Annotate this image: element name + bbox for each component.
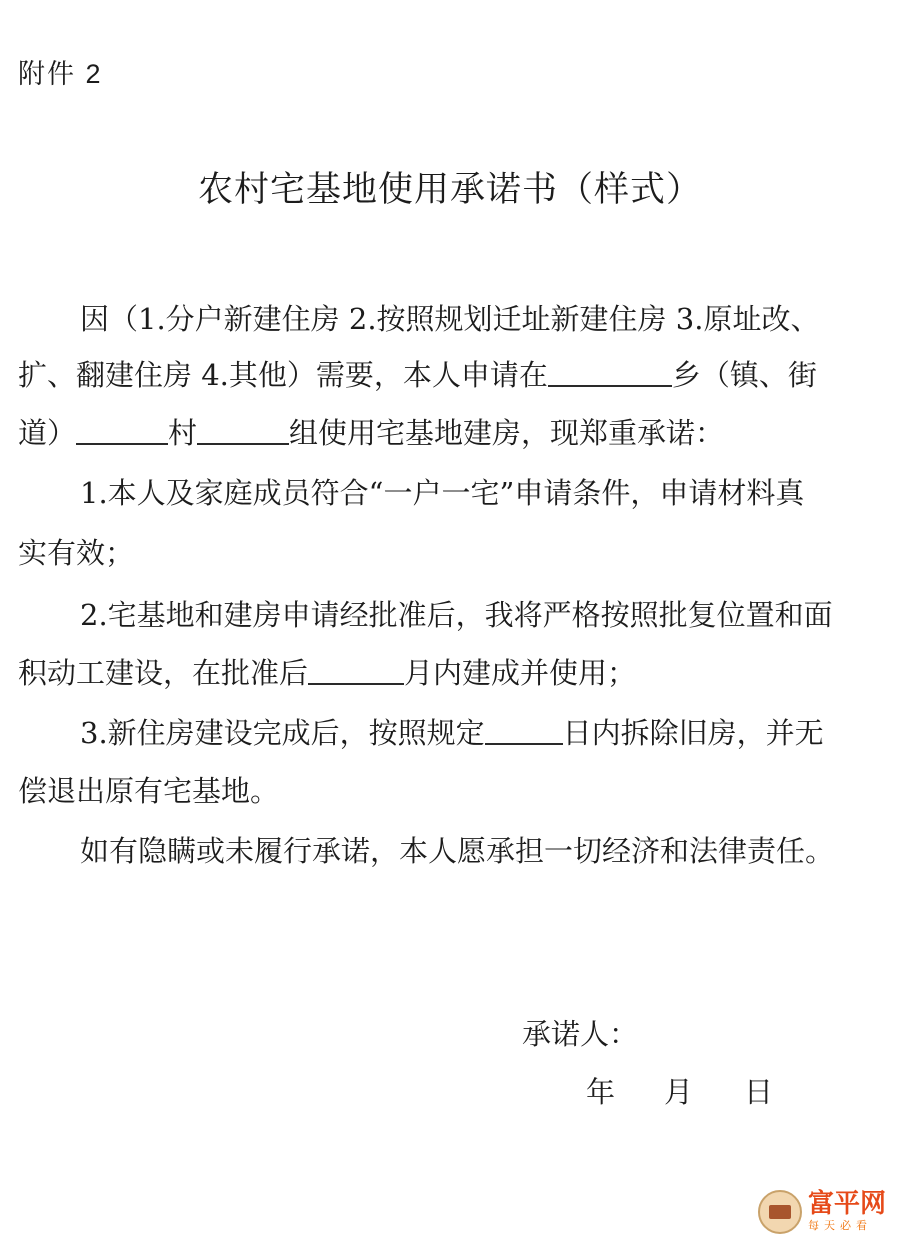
item1-line1: 1.本人及家庭成员符合“一户一宅”申请条件，申请材料真 <box>80 476 805 510</box>
para1-line3-text-a: 道） <box>18 416 77 450</box>
item2-line2 <box>18 656 636 691</box>
document-title: 农村宅基地使用承诺书（样式） <box>197 170 702 210</box>
para1-line2-text-b: 乡（镇、街 <box>671 358 817 392</box>
site-logo-icon <box>758 1190 802 1234</box>
para1-line2 <box>18 358 817 393</box>
item1-line2: 实有效； <box>18 536 135 570</box>
item2-line1: 2.宅基地和建房申请经批准后，我将严格按照批复位置和面 <box>80 598 833 632</box>
para1-line3-text-b: 村 <box>168 416 198 450</box>
annex-label: 附件 2 <box>18 59 103 89</box>
days-blank <box>485 717 563 745</box>
watermark-name: 富平网 <box>808 1189 887 1219</box>
item3-line1-text-a: 3.新住房建设完成后，按照规定 <box>80 716 485 750</box>
promisor-label: 承诺人： <box>522 1017 639 1051</box>
site-watermark <box>758 1190 888 1234</box>
item3-line2: 偿退出原有宅基地。 <box>18 774 280 808</box>
watermark-text <box>808 1191 886 1233</box>
date-day: 日 <box>744 1075 774 1109</box>
watermark-slogan: 每天必看 <box>808 1219 872 1232</box>
date-year: 年 <box>586 1075 616 1109</box>
para1-line1: 因（1.分户新建住房 2.按照规划迁址新建住房 3.原址改、 <box>80 302 820 336</box>
para1-line2-text-a: 扩、翻建住房 4.其他）需要，本人申请在 <box>18 358 548 392</box>
village-blank <box>76 417 168 445</box>
group-blank <box>197 417 289 445</box>
para1-line3 <box>18 416 724 451</box>
para1-line3-text-c: 组使用宅基地建房，现郑重承诺： <box>289 416 725 450</box>
closing-statement: 如有隐瞒或未履行承诺，本人愿承担一切经济和法律责任。 <box>80 834 835 868</box>
months-blank <box>308 657 404 685</box>
item3-line1 <box>80 716 824 751</box>
date-month: 月 <box>664 1075 694 1109</box>
item2-line2-text-b: 月内建成并使用； <box>404 656 637 690</box>
item3-line1-text-b: 日内拆除旧房，并无 <box>562 716 824 750</box>
item2-line2-text-a: 积动工建设，在批准后 <box>18 656 309 690</box>
township-blank <box>548 359 672 387</box>
